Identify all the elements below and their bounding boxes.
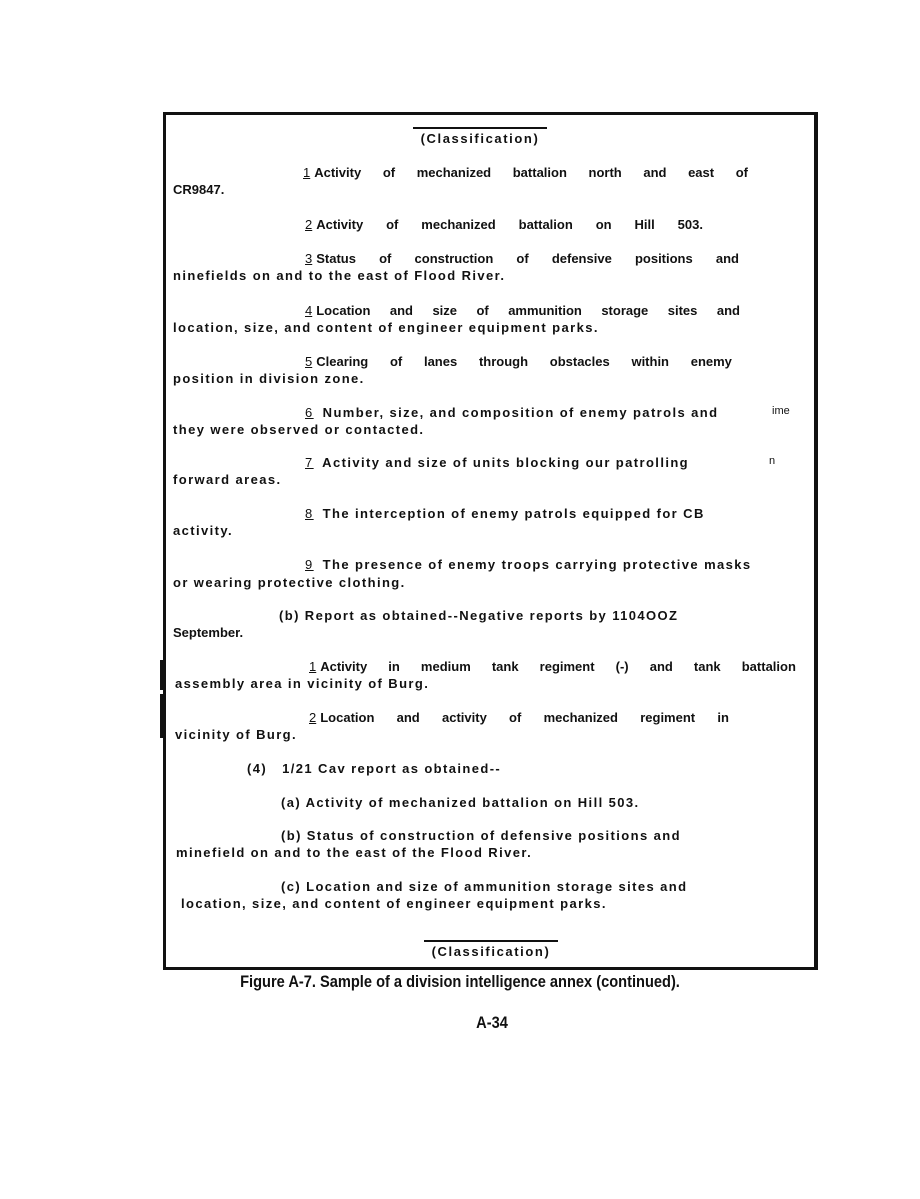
item-9-line-1: 9 The presence of enemy troops carrying protective masks: [305, 557, 752, 572]
item-1-line-1: 1 Activity of mechanized battalion north and east of: [303, 165, 748, 180]
item-3-line-2: ninefields on and to the east of Flood River.: [173, 268, 506, 283]
b-item-2-number: 2: [309, 710, 317, 725]
paragraph-4: (4) 1/21 Cav report as obtained--: [247, 761, 502, 776]
item-6-fragment: ime: [772, 405, 790, 417]
revision-bar-1: [160, 660, 163, 690]
item-6-line-2: they were observed or contacted.: [173, 422, 425, 437]
item-6-number: 6: [305, 405, 314, 420]
item-9-number: 9: [305, 557, 314, 572]
item-8-number: 8: [305, 506, 314, 521]
item-7-line-2: forward areas.: [173, 472, 282, 487]
item-5-line-1: 5 Clearing of lanes through obstacles within enemy: [305, 354, 732, 369]
page-number: A-34: [476, 1013, 508, 1032]
item-7-number: 7: [305, 455, 314, 470]
revision-bar-2: [160, 694, 163, 738]
paragraph-b-line-2: September.: [173, 625, 244, 640]
b-item-2-line-2: vicinity of Burg.: [175, 727, 298, 742]
paragraph-4c-line-1: (c) Location and size of ammunition storage sites and: [281, 879, 688, 894]
b-item-1-line-2: assembly area in vicinity of Burg.: [175, 676, 430, 691]
paragraph-4b-line-1: (b) Status of construction of defensive positions and: [281, 828, 681, 843]
item-4-line-2: location, size, and content of engineer equipment parks.: [173, 320, 599, 335]
b-item-2-line-1: 2 Location and activity of mechanized regiment in: [309, 710, 729, 725]
item-8-line-2: activity.: [173, 523, 234, 538]
item-5-number: 5: [305, 354, 313, 369]
b-item-1-number: 1: [309, 659, 317, 674]
paragraph-4a: (a) Activity of mechanized battalion on Hill 503.: [281, 795, 640, 810]
item-4-number: 4: [305, 303, 313, 318]
item-4-line-1: 4 Location and size of ammunition storage sites and: [305, 303, 740, 318]
paragraph-b-line-1: (b) Report as obtained--Negative reports by 1104OOZ: [279, 608, 679, 623]
item-5-line-2: position in division zone.: [173, 371, 365, 386]
item-7-fragment: n: [769, 455, 776, 467]
classification-header: (Classification): [413, 127, 547, 146]
classification-footer: (Classification): [424, 940, 558, 959]
b-item-1-line-1: 1 Activity in medium tank regiment (-) and tank battalion: [309, 659, 796, 674]
item-2-line-1: 2 Activity of mechanized battalion on Hill 503.: [305, 217, 703, 232]
item-6-line-1: 6 Number, size, and composition of enemy patrols and: [305, 405, 719, 420]
item-1-number: 1: [303, 165, 311, 180]
item-3-number: 3: [305, 251, 313, 266]
item-1-line-2: CR9847.: [173, 182, 225, 197]
item-8-line-1: 8 The interception of enemy patrols equipped for CB: [305, 506, 705, 521]
figure-caption: Figure A-7. Sample of a division intelligence annex (continued).: [240, 972, 680, 991]
item-3-line-1: 3 Status of construction of defensive positions and: [305, 251, 739, 266]
paragraph-4c-line-2: location, size, and content of engineer equipment parks.: [181, 896, 607, 911]
item-2-number: 2: [305, 217, 313, 232]
item-7-line-1: 7 Activity and size of units blocking our patrolling: [305, 455, 690, 470]
item-9-line-2: or wearing protective clothing.: [173, 575, 406, 590]
paragraph-4b-line-2: minefield on and to the east of the Flood River.: [176, 845, 533, 860]
